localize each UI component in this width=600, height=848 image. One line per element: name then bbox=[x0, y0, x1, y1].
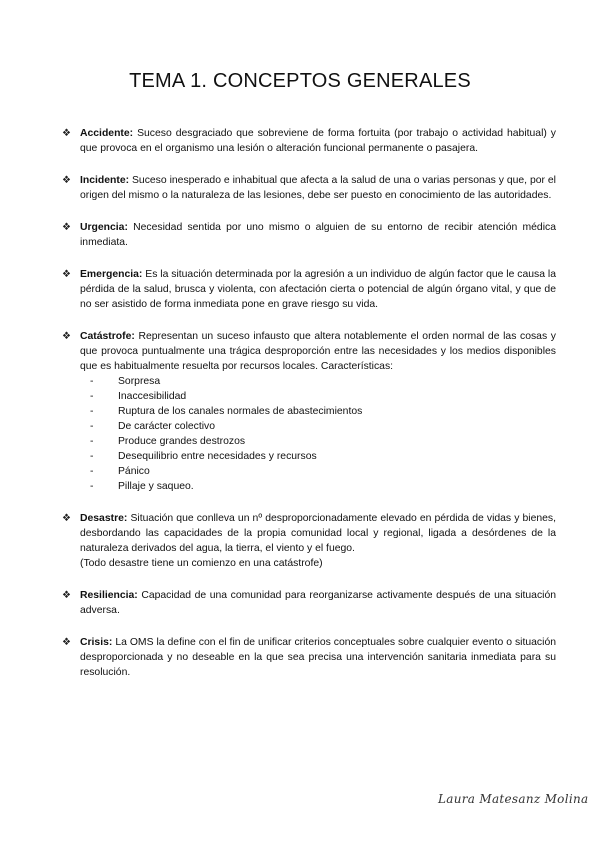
entry-crisis bbox=[62, 635, 556, 680]
entry-emergencia bbox=[62, 267, 556, 312]
page-title: TEMA 1. CONCEPTOS GENERALES bbox=[129, 70, 471, 92]
diamond-bullet-icon: ❖ bbox=[62, 513, 71, 524]
entry-text: Suceso desgraciado que sobreviene de forma fortuita (por trabajo o actividad habitual) y que provoca en el organismo una lesión o alteración funcional permanente o pasajera. bbox=[80, 128, 556, 154]
list-item: - Inaccesibilidad bbox=[80, 389, 556, 404]
list-item: - Pillaje y saqueo. bbox=[80, 479, 556, 494]
diamond-bullet-icon: ❖ bbox=[62, 175, 71, 186]
entry-text: Representan un suceso infausto que altera notablemente el orden normal de las cosas y que provoca puntualmente una trágica desproporción entre las necesidades y los medios disponibles que es habitualmente resuelta por recursos locales. Características: bbox=[80, 331, 556, 372]
entry-text: Suceso inesperado e inhabitual que afecta a la salud de una o varias personas y que, por el origen del mismo o la naturaleza de las lesiones, debe ser puesto en conocimiento de las autoridades. bbox=[80, 175, 556, 201]
entry-term: Urgencia: bbox=[80, 222, 128, 233]
list-item: - Sorpresa bbox=[80, 374, 556, 389]
entry-term: Emergencia: bbox=[80, 269, 143, 280]
entry-resiliencia bbox=[62, 588, 556, 618]
diamond-bullet-icon: ❖ bbox=[62, 331, 71, 342]
entry-term: Crisis: bbox=[80, 637, 113, 648]
entry-term: Desastre: bbox=[80, 513, 128, 524]
entry-text: Es la situación determinada por la agresión a un individuo de algún factor que le causa la pérdida de la salud, brusca y violenta, con afectación cierta o potencial de algún órgano vital, y que de no ser asistido de forma inmediata pone en grave riesgo su vida. bbox=[80, 269, 556, 310]
entry-term: Resiliencia: bbox=[80, 590, 138, 601]
entry-term: Catástrofe: bbox=[80, 331, 135, 342]
entry-term: Accidente: bbox=[80, 128, 134, 139]
characteristics-list bbox=[80, 374, 556, 494]
entry-note: (Todo desastre tiene un comienzo en una catástrofe) bbox=[80, 558, 323, 569]
list-item: - Desequilibrio entre necesidades y recursos bbox=[80, 449, 556, 464]
entry-text: La OMS la define con el fin de unificar criterios conceptuales sobre cualquier evento o situación desproporcionada y no deseable en la que sea precisa una intervención sanitaria inmediata para su resolución. bbox=[80, 637, 556, 678]
list-item: - Pánico bbox=[80, 464, 556, 479]
list-item: - Ruptura de los canales normales de abastecimientos bbox=[80, 404, 556, 419]
entry-desastre bbox=[62, 511, 556, 571]
author-signature: Laura Matesanz Molina bbox=[438, 792, 589, 806]
list-item: - Produce grandes destrozos bbox=[80, 434, 556, 449]
diamond-bullet-icon: ❖ bbox=[62, 637, 71, 648]
entry-term: Incidente: bbox=[80, 175, 130, 186]
entry-catastrofe bbox=[62, 329, 556, 494]
diamond-bullet-icon: ❖ bbox=[62, 269, 71, 280]
definitions-list bbox=[62, 126, 556, 697]
diamond-bullet-icon: ❖ bbox=[62, 222, 71, 233]
entry-urgencia bbox=[62, 220, 556, 250]
entry-incidente bbox=[62, 173, 556, 203]
entry-text: Situación que conlleva un nº desproporcionadamente elevado en pérdida de vidas y bienes, desbordando las capacidades de la propia comunidad local y regional, ligada a desórdenes de la naturaleza derivados del agua, la tierra, el viento y el fuego. bbox=[80, 513, 556, 554]
entry-text: Capacidad de una comunidad para reorganizarse activamente después de una situación adversa. bbox=[80, 590, 557, 616]
diamond-bullet-icon: ❖ bbox=[62, 590, 71, 601]
entry-accidente bbox=[62, 126, 556, 156]
diamond-bullet-icon: ❖ bbox=[62, 128, 71, 139]
list-item: - De carácter colectivo bbox=[80, 419, 556, 434]
entry-text: Necesidad sentida por uno mismo o alguien de su entorno de recibir atención médica inmediata. bbox=[80, 222, 556, 248]
